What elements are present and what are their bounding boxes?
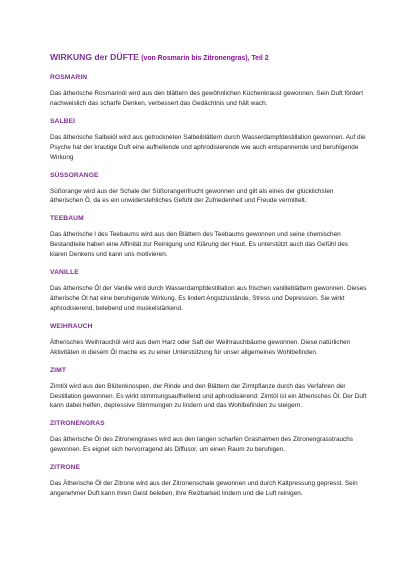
title-subtitle: (von Rosmarin bis Zitronengras), Teil 2 xyxy=(141,55,269,62)
section-suessorange xyxy=(50,171,367,207)
section-vanille xyxy=(50,268,367,314)
section-heading: ZITRONE xyxy=(50,464,81,472)
section-heading: SALBEI xyxy=(50,117,76,125)
section-heading: WEIHRAUCH xyxy=(50,322,93,330)
section-weihrauch xyxy=(50,322,367,358)
section-text: Das ätherische l des Teebaums wird aus den Blättern des Teebaums gewonnen und seine chemischen Bestandteile haben eine Affinität zur Reinigung und Klärung der Haut. Es unterstützt auch das Gefühl des klaren Denkens und kann uns motivieren. xyxy=(50,231,348,259)
section-salbei xyxy=(50,117,367,163)
section-heading: ZIMT xyxy=(50,366,66,374)
section-zitrone xyxy=(50,463,367,499)
section-heading: ROSMARIN xyxy=(50,74,88,81)
section-rosmarin xyxy=(50,73,367,109)
page-title xyxy=(50,51,367,65)
section-heading: VANILLE xyxy=(50,269,79,277)
section-heading: TEEBAUM xyxy=(50,215,84,223)
section-teebaum xyxy=(50,214,367,260)
section-text: Das Ätherische Öl der Zitrone wird aus der Zitronenschale gewonnen und durch Kaltpressung gepresst. Sein angenehmer Duft kann ihren Geist beleben, ihre Reizbarkeit lindern und die Luft reinigen. xyxy=(50,480,358,498)
section-heading: ZITRONENGRAS xyxy=(50,420,105,428)
section-heading: SÜSSORANGE xyxy=(50,171,99,179)
section-text: Das ätherische Rosmarinöl wird aus den blättern des gewöhnlichen Küchenkraust gewonnen. Sein Duft fördert nachweislich das scharfe Denken, verbessert das Gedächtnis und hält wach. xyxy=(50,90,363,107)
section-text: Zimtöl wird aus den Blütenknospen, der Rinde und den Blättern der Zimtpflanze durch das Verfahren der Destillation gewonnen. Es wirkt stimmungsaufhellend und aphrodisierend: Zimtöl ist ein ätherisches Öl. Der Duft kann dabei helfen, depressive Stimmungen zu lindern und das Wohlbefinden zu steigern. xyxy=(50,382,367,410)
section-text: Das ätherische Öl des Zitronengrases wird aus den langen scharfen Grashalmen des Zitronengrasstrauchs gewonnen. Es eignet sich hervorragend als Diffusor, um einen Raum zu beruhigen. xyxy=(50,436,353,454)
title-main: WIRKUNG der DÜFTE xyxy=(50,52,139,62)
section-zimt xyxy=(50,366,367,412)
section-text: Ätherisches Weihrauchöl wird aus dem Harz oder Saft der Weihrauchbäume gewonnen. Diese natürlichen Aktivitäten in diesem Öl mache es zu einer Unterstützung für unser allgemeines Wohlbefinden. xyxy=(50,338,351,356)
section-text: Das ätherische Salbeiöl wird aus getrockneten Salbeiblättern durch Wasserdampfdestillation gewonnen. Auf die Psyche hat der krautige Duft eine aufhellende und aphrodisierende wie auch entspannende und beruhigende Wirkung xyxy=(50,133,366,161)
section-text: Süßorange wird aus der Schale der Süßorangenfrucht gewonnen und gilt als eines der glücklichsten ätherischen Ö, da es ein unwiderstehliches Gefühl der Zufriedenheit und Freude vermittelt. xyxy=(50,187,334,205)
section-text: Das ätherische Öl der Vanille wird durch Wasserdampfdestillation aus frischen vanilleblättern gewonnen. Dieses ätherische Öl hat eine beruhigende Wirkung. Es lindert Angstzustände, Stress und Depression. Sie wirkt aphrodisierend, belebend und muskelstärkend. xyxy=(50,285,367,312)
section-zitronengras xyxy=(50,419,367,455)
